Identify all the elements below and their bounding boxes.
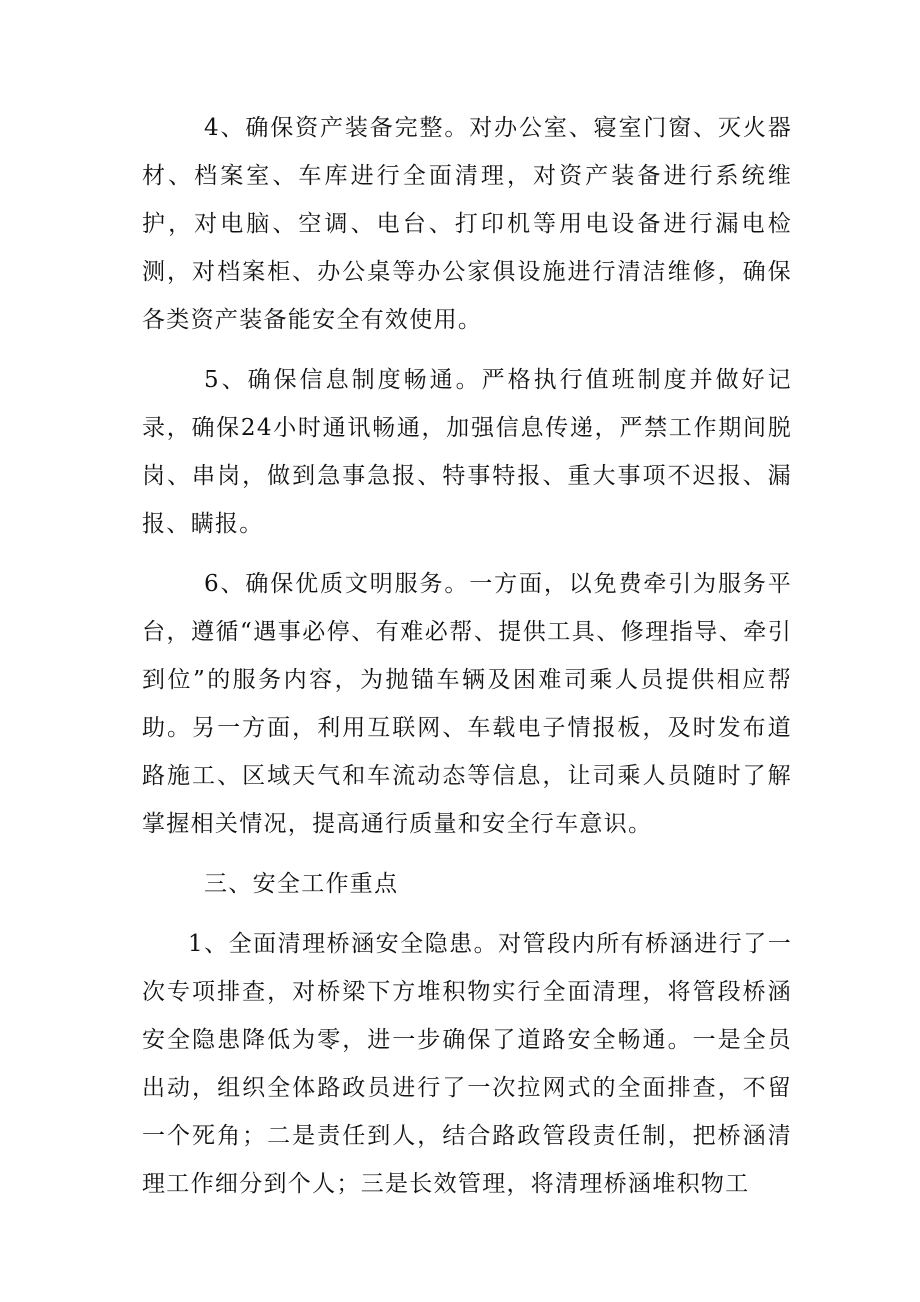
document-body <box>142 104 792 1208</box>
paragraph-asset-equipment: 4、确保资产装备完整。对办公室、寝室门窗、灭火器材、档案室、车库进行全面清理，对资产装备进行系统维护，对电脑、空调、电台、打印机等用电设备进行漏电检测，对档案柜、办公桌等办公家俱设施进行清洁维修，确保各类资产装备能安全有效使用。 <box>142 115 792 333</box>
section-heading-safety-focus: 三、安全工作重点 <box>204 871 399 897</box>
paragraph-quality-service: 6、确保优质文明服务。一方面，以免费牵引为服务平台，遵循“遇事必停、有难必帮、提供工具、修理指导、牵引到位”的服务内容，为抛锚车辆及困难司乘人员提供相应帮助。另一方面，利用互联网、车载电子情报板，及时发布道路施工、区域天气和车流动态等信息，让司乘人员随时了解掌握相关情况，提高通行质量和安全行车意识。 <box>142 571 792 837</box>
paragraph-information-system: 5、确保信息制度畅通。严格执行值班制度并做好记录，确保24小时通讯畅通，加强信息传递，严禁工作期间脱岗、串岗，做到急事急报、特事特报、重大事项不迟报、漏报、瞒报。 <box>142 367 792 537</box>
paragraph-bridge-culvert-cleanup: 1、全面清理桥涵安全隐患。对管段内所有桥涵进行了一次专项排查，对桥梁下方堆积物实行全面清理，将管段桥涵安全隐患降低为零，进一步确保了道路安全畅通。一是全员出动，组织全体路政员进行了一次拉网式的全面排查，不留一个死角；二是责任到人，结合路政管段责任制，把桥涵清理工作细分到个人；三是长效管理，将清理桥涵堆积物工 <box>142 931 792 1197</box>
